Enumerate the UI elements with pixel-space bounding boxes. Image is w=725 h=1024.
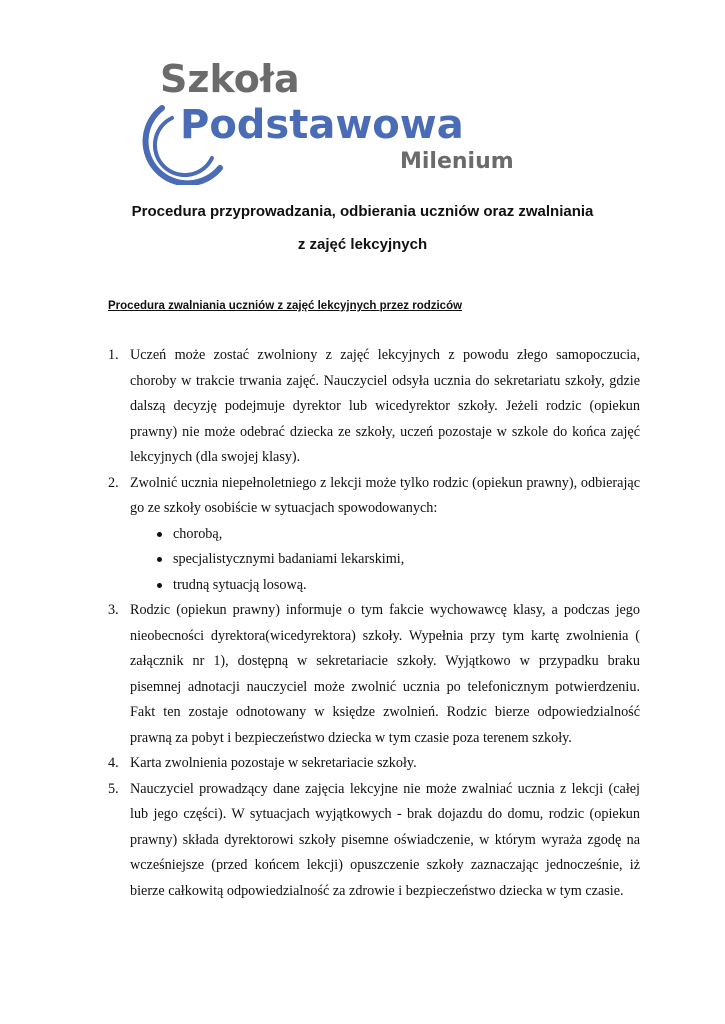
document-title-line-1: Procedura przyprowadzania, odbierania uczniów oraz zwalniania: [131, 203, 594, 220]
logo-line-1: Szkoła: [160, 57, 300, 101]
logo-line-2: Podstawowa: [180, 102, 464, 148]
procedure-item-2: [108, 471, 640, 599]
reason-text: chorobą,: [173, 525, 223, 542]
procedure-content: [108, 343, 640, 904]
procedure-item-5: [108, 777, 640, 905]
item-text: Nauczyciel prowadzący dane zajęcia lekcyjne nie może zwalniać ucznia z lekcji (całej lub jego części). W sytuacjach wyjątkowych - brak dojazdu do domu, rodzic (opiekun prawny) składa dyrektorowi szkoły pisemne oświadczenie, w którym wyraża zgodę na wcześniejsze (przed końcem lekcji) opuszczenie szkoły zaznaczając jednocześnie, iż bierze całkowitą odpowiedzialność za zdrowie i bezpieczeństwo dziecka w tym czasie.: [130, 780, 640, 899]
reason-text: trudną sytuacją losową.: [173, 576, 307, 593]
reason-item: [130, 522, 640, 548]
item-number: 2.: [108, 474, 119, 491]
item-text: Rodzic (opiekun prawny) informuje o tym fakcie wychowawcę klasy, a podczas jego nieobecności dyrektora(wicedyrektora) szkoły. Wypełnia przy tym kartę zwolnienia ( załącznik nr 1), dostępną w sekretariacie szkoły. Wyjątkowo w przypadku braku pisemnej adnotacji nauczyciel może zwolnić ucznia po telefonicznym potwierdzeniu. Fakt ten zostaje odnotowany w księdze zwolnień. Rodzic bierze odpowiedzialność prawną za pobyt i bezpieczeństwo dziecka w tym czasie poza terenem szkoły.: [130, 602, 640, 746]
bullet-icon: [157, 583, 162, 588]
procedure-item-1: [108, 343, 640, 471]
school-logo-graphic: [122, 50, 522, 185]
item-text: Uczeń może zostać zwolniony z zajęć lekcyjnych z powodu złego samopoczucia, choroby w trakcie trwania zajęć. Nauczyciel odsyła ucznia do sekretariatu szkoły, gdzie dalszą decyzję podejmuje dyrektor lub wicedyrektor szkoły. Jeżeli rodzic (opiekun prawny) nie może odebrać dziecka ze szkoły, uczeń pozostaje w szkole do końca zajęć lekcyjnych (dla swojej klasy).: [130, 347, 640, 465]
item-number: 1.: [108, 347, 119, 363]
section-heading: Procedura zwalniania uczniów z zajęć lekcyjnych przez rodziców: [108, 300, 463, 312]
reason-item: [130, 547, 640, 573]
item-number: 5.: [108, 780, 119, 797]
item-number: 4.: [108, 755, 119, 771]
procedure-list: [108, 343, 640, 904]
item-text: Zwolnić ucznia niepełnoletniego z lekcji może tylko rodzic (opiekun prawny), odbierając go ze szkoły osobiście w sytuacjach spowodowanych:: [130, 474, 640, 516]
reasons-list: [130, 522, 640, 599]
school-logo: [122, 50, 522, 185]
bullet-icon: [157, 557, 162, 562]
procedure-item-4: [108, 751, 640, 777]
reason-item: [130, 573, 640, 599]
procedure-item-3: [108, 598, 640, 751]
bullet-icon: [157, 532, 162, 537]
reason-text: specjalistycznymi badaniami lekarskimi,: [173, 551, 405, 567]
document-title-line-2: z zajęć lekcyjnych: [297, 236, 428, 253]
item-text: Karta zwolnienia pozostaje w sekretariacie szkoły.: [130, 755, 417, 771]
item-number: 3.: [108, 602, 119, 618]
logo-line-3: Milenium: [400, 149, 514, 174]
